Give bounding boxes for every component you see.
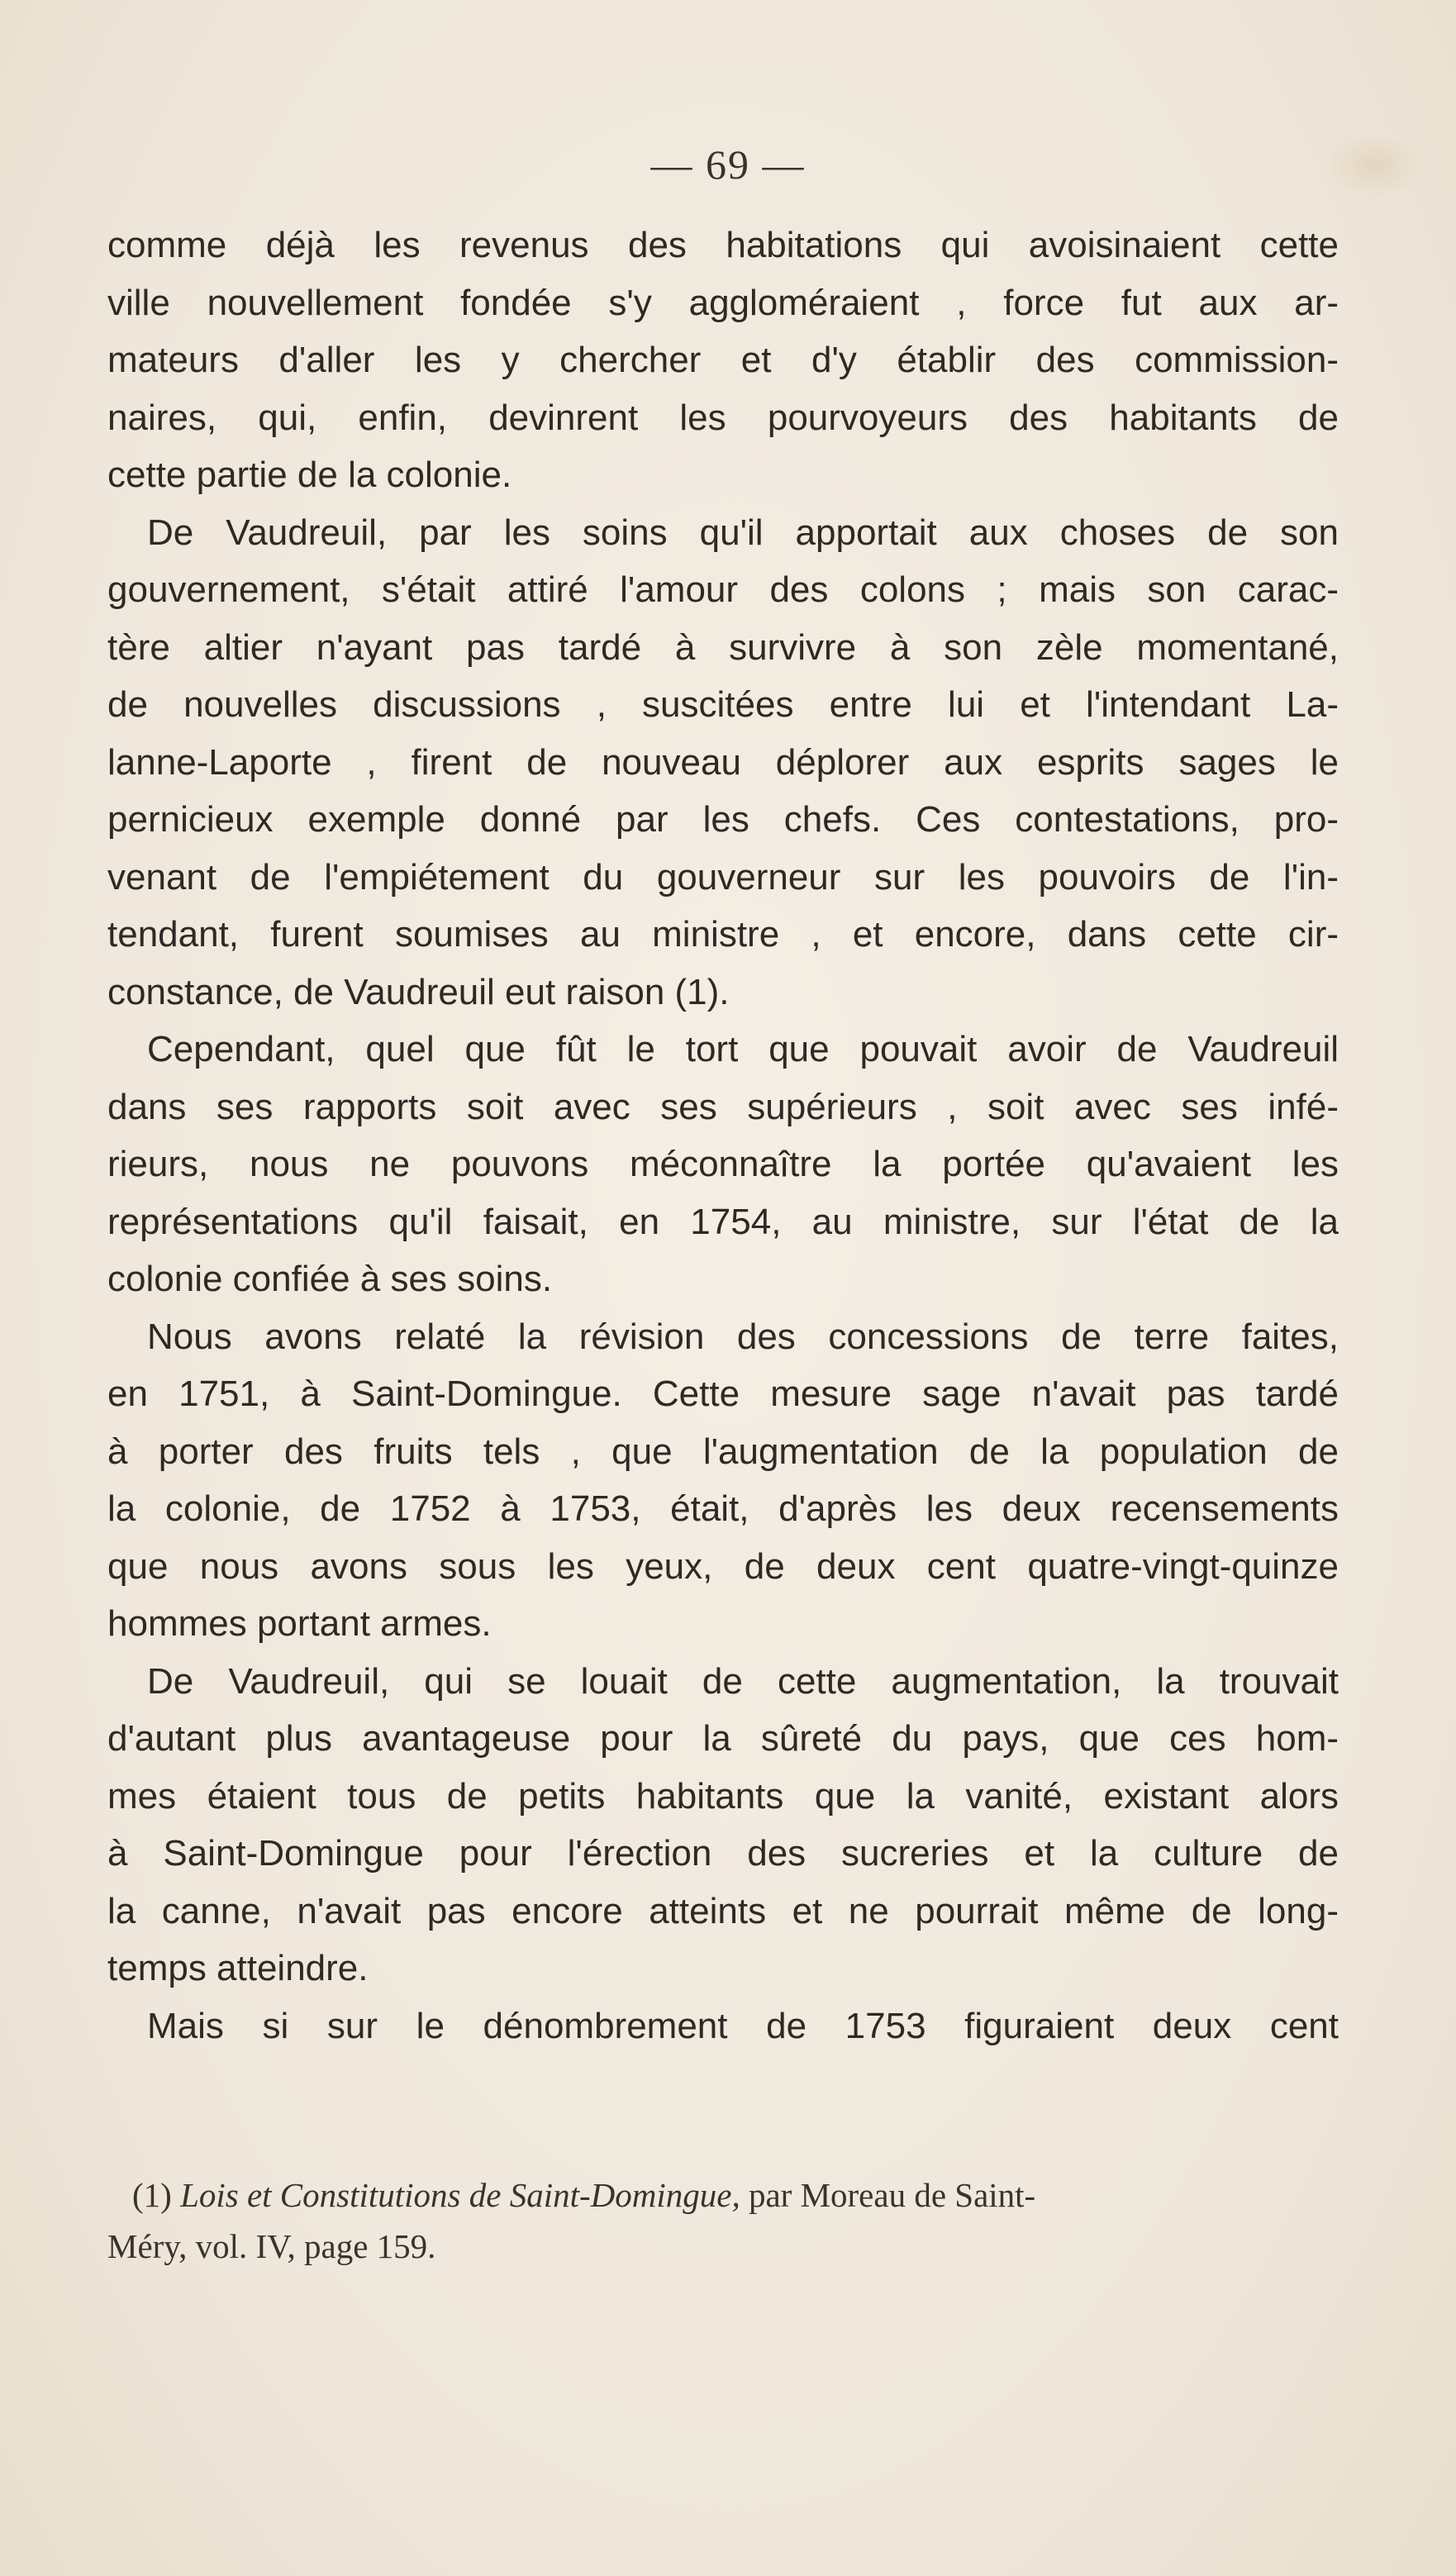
footnote-line-2: Méry, vol. IV, page 159. [107, 2227, 436, 2265]
footnote [107, 2169, 1339, 2272]
text-line: la colonie, de 1752 à 1753, était, d'après les deux recensements [107, 1488, 1339, 1529]
text-line: Mais si sur le dénombrement de 1753 figuraient deux cent [147, 2005, 1339, 2046]
footnote-line-1 [132, 2169, 1339, 2221]
text-line: Nous avons relaté la révision des concessions de terre faites, [147, 1316, 1339, 1357]
text-line: venant de l'empiétement du gouverneur sur les pouvoirs de l'in- [107, 856, 1339, 898]
text-line: de nouvelles discussions , suscitées entre lui et l'intendant La- [107, 684, 1339, 725]
page-number: — 69 — [650, 141, 806, 188]
text-line: lanne-Laporte , firent de nouveau déplorer aux esprits sages le [107, 741, 1339, 783]
text-line: cette partie de la colonie. [107, 455, 512, 495]
text-line: Cependant, quel que fût le tort que pouvait avoir de Vaudreuil [147, 1029, 1339, 1069]
text-line: d'autant plus avantageuse pour la sûreté du pays, que ces hom- [107, 1718, 1339, 1759]
text-line: dans ses rapports soit avec ses supérieurs , soit avec ses infé- [107, 1086, 1339, 1127]
text-line: à porter des fruits tels , que l'augmentation de la population de [107, 1431, 1339, 1472]
text-line: mateurs d'aller les y chercher et d'y établir des commission- [107, 340, 1339, 380]
text-line: ville nouvellement fondée s'y aggloméraient , force fut aux ar- [107, 282, 1339, 323]
text-line: temps atteindre. [107, 1948, 369, 1988]
footnote-source-title: Lois et Constitutions de Saint-Domingue, [180, 2176, 740, 2214]
text-line: la canne, n'avait pas encore atteints et ne pourrait même de long- [107, 1890, 1339, 1931]
text-line: tère altier n'ayant pas tardé à survivre à son zèle momentané, [107, 626, 1339, 668]
text-line: que nous avons sous les yeux, de deux cent quatre-vingt-quinze [107, 1545, 1339, 1587]
text-line: tendant, furent soumises au ministre , et encore, dans cette cir- [107, 914, 1339, 955]
text-line: pernicieux exemple donné par les chefs. Ces contestations, pro- [107, 799, 1339, 840]
text-line: hommes portant armes. [107, 1603, 492, 1644]
body-text [107, 217, 1339, 2055]
text-line: constance, de Vaudreuil eut raison (1). [107, 971, 730, 1012]
text-line: De Vaudreuil, par les soins qu'il apportait aux choses de son [147, 512, 1339, 553]
text-line: rieurs, nous ne pouvons méconnaître la portée qu'avaient les [107, 1144, 1339, 1184]
text-line: naires, qui, enfin, devinrent les pourvoyeurs des habitants de [107, 397, 1339, 438]
text-line: comme déjà les revenus des habitations qui avoisinaient cette [107, 225, 1339, 265]
text-line: à Saint-Domingue pour l'érection des sucreries et la culture de [107, 1833, 1339, 1874]
text-line: en 1751, à Saint-Domingue. Cette mesure sage n'avait pas tardé [107, 1374, 1339, 1414]
footnote-marker: (1) [132, 2176, 172, 2214]
footnote-author: par Moreau de Saint- [748, 2176, 1036, 2214]
text-line: mes étaient tous de petits habitants que la vanité, existant alors [107, 1775, 1339, 1817]
text-line: représentations qu'il faisait, en 1754, au ministre, sur l'état de la [107, 1201, 1339, 1242]
text-line: colonie confiée à ses soins. [107, 1259, 553, 1299]
text-line: gouvernement, s'était attiré l'amour des colons ; mais son carac- [107, 569, 1339, 610]
text-line: De Vaudreuil, qui se louait de cette augmentation, la trouvait [147, 1660, 1339, 1702]
